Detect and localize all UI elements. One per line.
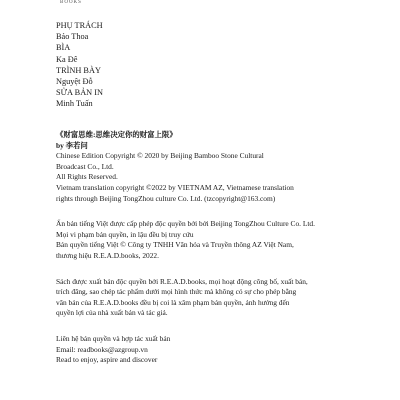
notice-line: quyền lợi của nhà xuất bản và tác giả.: [56, 308, 168, 318]
credit-role: SỬA BẢN IN: [56, 88, 104, 98]
rights-line: Mọi vi phạm bản quyền, in lậu đều bị truy cứu: [56, 229, 194, 239]
credit-role: PHỤ TRÁCH: [56, 21, 103, 30]
notice-line: Sách được xuất bản độc quyền bởi R.E.A.D.books, mọi hoạt động công bố, xuất bản,: [56, 276, 308, 286]
notice-line: văn bản của R.E.A.D.books đều bị coi là xâm phạm bản quyền, ảnh hưởng đến: [56, 297, 290, 307]
rights-line: Bản quyền tiếng Việt © Công ty TNHH Văn hóa và Truyền thông AZ Việt Nam,: [56, 240, 294, 250]
credit-role: TRÌNH BÀY: [56, 65, 101, 75]
contact-line: Liên hệ bản quyền và hợp tác xuất bản: [56, 333, 171, 343]
copyright-line: Vietnam translation copyright ©2022 by VIETNAM AZ, Vietnamese translation: [56, 182, 294, 192]
copyright-body: [56, 130, 386, 366]
publisher-logo-text: BOOKS: [60, 0, 82, 5]
original-author: by 李若问: [56, 140, 88, 150]
rights-line: Ấn bản tiếng Việt được cấp phép độc quyền bởi bởi Beijing TongZhou Culture Co. Ltd.: [56, 219, 315, 229]
spacer: [56, 319, 386, 334]
copyright-line: All Rights Reserved.: [56, 172, 118, 182]
rights-line: thương hiệu R.E.A.D.books, 2022.: [56, 250, 159, 260]
credit-name: Ka Đê: [56, 54, 78, 64]
contact-slogan: Read to enjoy, aspire and discover: [56, 355, 158, 365]
copyright-line: Broadcast Co., Ltd.: [56, 161, 114, 171]
credits-block: [56, 20, 103, 110]
spacer: [56, 262, 386, 277]
notice-line: trích đăng, sao chép tác phẩm dưới mọi hình thức mà không có sự cho phép bằng: [56, 287, 297, 297]
credit-name: Minh Tuấn: [56, 99, 93, 109]
credit-name: Bảo Thoa: [56, 32, 89, 42]
copyright-line: rights through Beijing TongZhou culture Co. Ltd. (tzcopyright@163.com): [56, 193, 276, 203]
spacer: [56, 204, 386, 219]
contact-email: Email: readbooks@azgroup.vn: [56, 344, 148, 354]
credit-role: BÌA: [56, 43, 71, 53]
original-title: 《财富思维:思维决定你的财富上限》: [56, 130, 177, 139]
credit-name: Nguyệt Đỗ: [56, 77, 93, 87]
copyright-line: Chinese Edition Copyright © 2020 by Beijing Bamboo Stone Cultural: [56, 151, 264, 161]
